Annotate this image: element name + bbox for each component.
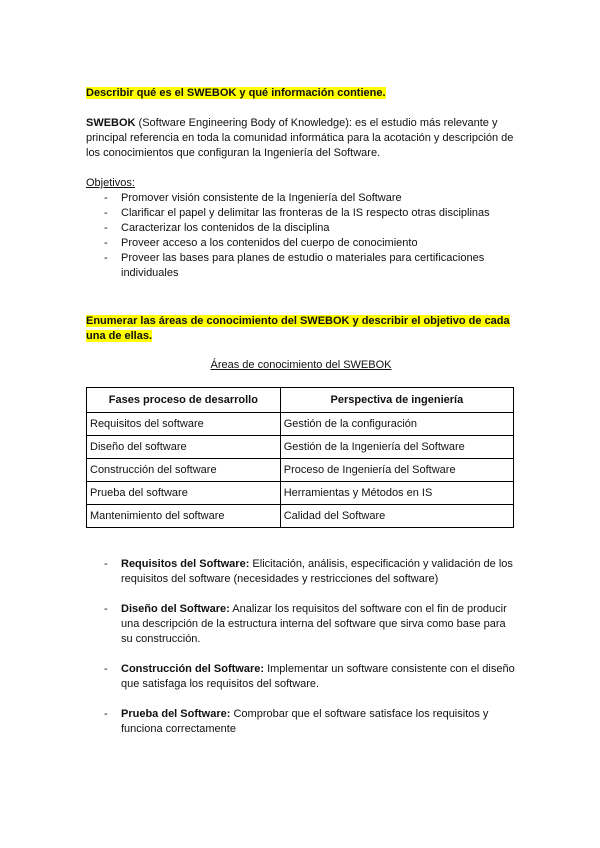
swebok-definition-text: (Software Engineering Body of Knowledge): es el estudio más relevante y principal referencia en toda la comunidad informática para la acotación y descripción de los conocimientos que configuran la Ingeniería del Software. [86, 117, 514, 159]
list-item [86, 557, 516, 587]
column-header: Fases proceso de desarrollo [87, 388, 281, 413]
section2-heading-text: Enumerar las áreas de conocimiento del SWEBOK y describir el objetivo de cada una de ellas. [86, 315, 510, 342]
section2-heading [86, 314, 516, 344]
table-cell: Gestión de la Ingeniería del Software [280, 436, 513, 459]
table-cell: Calidad del Software [280, 505, 513, 528]
area-description: Analizar los requisitos del software con el fin de producir una descripción de la estructura interna del software que sirva como base para su construcción. [121, 603, 507, 645]
column-header: Perspectiva de ingeniería [280, 388, 513, 413]
area-description: Elicitación, análisis, especificación y validación de los requisitos del software (necesidades y restricciones del software) [121, 558, 513, 585]
area-term: Requisitos del Software: [121, 558, 250, 570]
list-item: - Caracterizar los contenidos de la disciplina [86, 221, 516, 236]
section1-heading [86, 86, 516, 101]
table-caption: Áreas de conocimiento del SWEBOK [210, 359, 392, 371]
list-item: - Clarificar el papel y delimitar las fronteras de la IS respecto otras disciplinas [86, 206, 516, 221]
table-row [87, 482, 514, 505]
document-content [86, 86, 516, 752]
swebok-definition [86, 116, 516, 161]
area-term: Construcción del Software: [121, 663, 265, 675]
area-description: Comprobar que el software satisface los requisitos y funciona correctamente [121, 708, 489, 735]
area-term: Prueba del Software: [121, 708, 231, 720]
list-item: - Promover visión consistente de la Ingeniería del Software [86, 191, 516, 206]
area-term: Diseño del Software: [121, 603, 230, 615]
list-item [86, 602, 516, 647]
section1-heading-text: Describir qué es el SWEBOK y qué información contiene. [86, 87, 386, 99]
table-cell: Herramientas y Métodos en IS [280, 482, 513, 505]
swebok-term: SWEBOK [86, 117, 136, 129]
area-description: Implementar un software consistente con el diseño que satisfaga los requisitos del software. [121, 663, 515, 690]
knowledge-areas-table [86, 387, 514, 528]
list-item: - Proveer las bases para planes de estudio o materiales para certificaciones individuales [86, 251, 516, 281]
table-cell: Requisitos del software [87, 413, 281, 436]
table-cell: Proceso de Ingeniería del Software [280, 459, 513, 482]
table-cell: Mantenimiento del software [87, 505, 281, 528]
list-item [86, 707, 516, 737]
table-header-row [87, 388, 514, 413]
list-item [86, 662, 516, 692]
list-item: - Proveer acceso a los contenidos del cuerpo de conocimiento [86, 236, 516, 251]
table-cell: Construcción del software [87, 459, 281, 482]
table-row [87, 413, 514, 436]
objectives-label: Objetivos: [86, 177, 135, 189]
table-cell: Prueba del software [87, 482, 281, 505]
table-row [87, 436, 514, 459]
table-row [87, 505, 514, 528]
table-cell: Gestión de la configuración [280, 413, 513, 436]
table-cell: Diseño del software [87, 436, 281, 459]
area-descriptions-list [86, 557, 516, 737]
table-row [87, 459, 514, 482]
objectives-list [86, 191, 516, 281]
